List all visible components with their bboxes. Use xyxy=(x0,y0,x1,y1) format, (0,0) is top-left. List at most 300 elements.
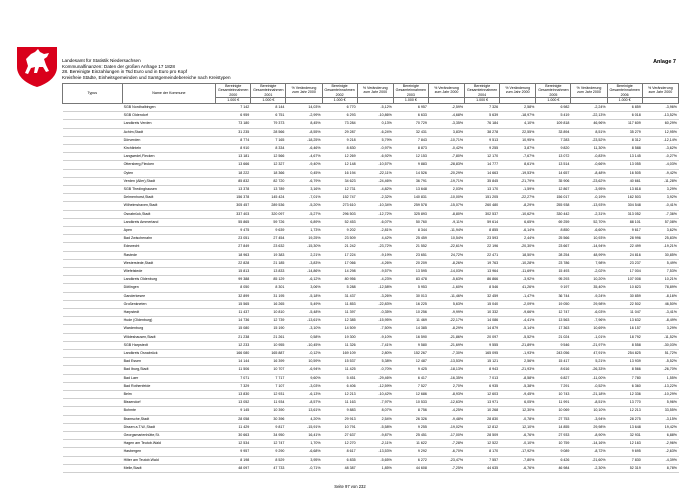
municipality-name-cell: Dötlingen xyxy=(122,284,216,292)
revenue-amount-cell: 17 363 xyxy=(536,325,571,333)
change-percent-cell: -2,11% xyxy=(357,440,393,448)
revenue-amount-cell: 14 657 xyxy=(536,169,571,177)
change-percent-cell: -6,03% xyxy=(571,308,607,316)
revenue-amount-cell: 11 991 xyxy=(536,399,571,407)
revenue-amount-cell: 31 195 xyxy=(251,292,286,300)
revenue-amount-cell: 7 557 xyxy=(465,456,500,464)
change-percent-cell: 3,06% xyxy=(286,284,322,292)
revenue-amount-cell: 10 823 xyxy=(607,284,642,292)
typus-cell xyxy=(63,226,123,234)
change-percent-cell: -22,11% xyxy=(357,169,393,177)
change-percent-cell: -5,38% xyxy=(500,382,536,390)
table-row xyxy=(63,112,679,120)
revenue-amount-cell: 15 080 xyxy=(216,325,251,333)
municipality-name-cell: Bad Iburg,Stadt xyxy=(122,366,216,374)
revenue-amount-cell: 7 283 xyxy=(536,136,571,144)
revenue-amount-cell: 32 459 xyxy=(465,292,500,300)
change-percent-cell: -8,48% xyxy=(571,169,607,177)
revenue-amount-cell: 15 190 xyxy=(251,325,286,333)
change-percent-cell: 5,21% xyxy=(571,358,607,366)
table-row xyxy=(63,103,679,111)
revenue-amount-cell: 6 859 xyxy=(607,103,642,111)
revenue-amount-cell: 10 533 xyxy=(393,399,428,407)
revenue-amount-cell: 7 013 xyxy=(465,374,500,382)
revenue-amount-cell: 15 121 xyxy=(465,358,500,366)
change-percent-cell: -5,20% xyxy=(286,202,322,210)
revenue-amount-cell: 21 261 xyxy=(251,333,286,341)
revenue-amount-cell: 10 069 xyxy=(536,407,571,415)
change-percent-cell: -29,46% xyxy=(357,374,393,382)
change-percent-cell: -19,53% xyxy=(500,169,536,177)
revenue-amount-cell: 14 144 xyxy=(216,358,251,366)
change-percent-cell: -12,72% xyxy=(357,210,393,218)
table-row xyxy=(63,226,679,234)
table-row xyxy=(63,382,679,390)
revenue-amount-cell: 302 537 xyxy=(465,210,500,218)
typus-cell xyxy=(63,194,123,202)
table-row xyxy=(63,284,679,292)
change-percent-cell: -0,12% xyxy=(286,349,322,357)
revenue-amount-cell: 28 996 xyxy=(607,235,642,243)
revenue-amount-cell: 25 451 xyxy=(393,432,428,440)
revenue-amount-cell: 6 982 xyxy=(536,103,571,111)
revenue-amount-cell: 8 301 xyxy=(251,284,286,292)
revenue-amount-cell: 29 913 xyxy=(322,415,357,423)
change-percent-cell: -22,17% xyxy=(428,317,464,325)
revenue-amount-cell: 12 566 xyxy=(251,153,286,161)
revenue-amount-cell: 11 326 xyxy=(322,341,357,349)
change-percent-cell: -17,00% xyxy=(428,432,464,440)
revenue-amount-cell: 7 326 xyxy=(465,103,500,111)
revenue-amount-cell: 26 326 xyxy=(393,415,428,423)
municipality-name-cell: SGB Oldendorf xyxy=(122,112,216,120)
revenue-amount-cell: 28 830 xyxy=(465,415,500,423)
change-percent-cell: -22,61% xyxy=(428,243,464,251)
change-percent-cell: 10,10% xyxy=(571,407,607,415)
table-row xyxy=(63,432,679,440)
change-percent-cell: -4,68% xyxy=(428,112,464,120)
revenue-amount-cell: 12 534 xyxy=(216,440,251,448)
revenue-amount-cell: 8 910 xyxy=(216,144,251,152)
revenue-amount-cell: 14 663 xyxy=(465,169,500,177)
revenue-amount-cell: 18 963 xyxy=(216,251,251,259)
change-percent-cell: -18,13% xyxy=(428,366,464,374)
unit-cell: 1.000 € xyxy=(465,97,500,103)
typus-cell xyxy=(63,120,123,128)
revenue-amount-cell: 73 284 xyxy=(322,120,357,128)
revenue-amount-cell: 12 603 xyxy=(465,391,500,399)
revenue-amount-cell: 6 293 xyxy=(322,112,357,120)
typus-cell xyxy=(63,440,123,448)
change-percent-cell: -3,94% xyxy=(571,415,607,423)
revenue-amount-cell: 330 442 xyxy=(536,210,571,218)
revenue-amount-cell: 7 717 xyxy=(251,374,286,382)
change-percent-cell: -3,10% xyxy=(286,325,322,333)
unit-cell: 1.000 € xyxy=(536,97,571,103)
revenue-amount-cell: 273 610 xyxy=(322,202,357,210)
revenue-amount-cell: 8 198 xyxy=(216,456,251,464)
change-percent-cell: -7,96% xyxy=(571,317,607,325)
revenue-amount-cell: 140 831 xyxy=(393,194,428,202)
revenue-amount-cell: 35 845 xyxy=(465,177,500,185)
revenue-amount-cell: 9 883 xyxy=(322,407,357,415)
change-percent-cell: -10,42% xyxy=(357,391,393,399)
revenue-amount-cell: 23 786 xyxy=(536,259,571,267)
revenue-amount-cell: 18 792 xyxy=(607,333,642,341)
authority-name: Landesamt für Statistik Niedersachsen xyxy=(62,58,141,63)
change-percent-cell: -8,26% xyxy=(428,259,464,267)
revenue-amount-cell: 12 213 xyxy=(607,407,642,415)
revenue-amount-cell: 6 417 xyxy=(393,374,428,382)
revenue-amount-cell: 14 879 xyxy=(465,325,500,333)
table-row xyxy=(63,407,679,415)
change-percent-cell: -20,29% xyxy=(428,169,464,177)
typus-cell xyxy=(63,423,123,431)
change-percent-cell: -6,13% xyxy=(286,391,322,399)
change-percent-cell: -2,96% xyxy=(642,440,678,448)
revenue-amount-cell: 12 812 xyxy=(465,423,500,431)
table-row xyxy=(63,317,679,325)
change-percent-cell: 10,54% xyxy=(428,235,464,243)
typus-cell xyxy=(63,325,123,333)
change-percent-cell: -23,72% xyxy=(357,243,393,251)
change-percent-cell: 47,91% xyxy=(571,349,607,357)
typus-cell xyxy=(63,448,123,456)
change-percent-cell: -2,99% xyxy=(286,112,322,120)
revenue-amount-cell: 17 004 xyxy=(607,267,642,275)
revenue-amount-cell: 156 378 xyxy=(216,194,251,202)
change-percent-cell: -11,28% xyxy=(642,177,678,185)
change-percent-cell: -13,52% xyxy=(642,112,678,120)
table-row xyxy=(63,243,679,251)
revenue-amount-cell: 13 632 xyxy=(607,317,642,325)
revenue-amount-cell: 9 255 xyxy=(393,423,428,431)
revenue-amount-cell: 10 955 xyxy=(251,341,286,349)
revenue-amount-cell: 13 818 xyxy=(607,185,642,193)
change-percent-cell: 1,85% xyxy=(357,464,393,472)
change-percent-cell: -9,10% xyxy=(357,333,393,341)
revenue-amount-cell: 46 984 xyxy=(536,464,571,472)
revenue-amount-cell: 16 225 xyxy=(393,300,428,308)
revenue-amount-cell: 7 329 xyxy=(216,382,251,390)
municipality-name-cell: Edewecht xyxy=(122,243,216,251)
change-percent-cell: -12,59% xyxy=(357,382,393,390)
revenue-amount-cell: 12 686 xyxy=(393,391,428,399)
change-percent-cell: -1,59% xyxy=(500,185,536,193)
revenue-amount-cell: 10 743 xyxy=(536,391,571,399)
change-percent-cell: 11,30% xyxy=(571,144,607,152)
change-percent-cell: -28,83% xyxy=(428,161,464,169)
change-percent-cell: -15,91% xyxy=(286,423,322,431)
revenue-amount-cell: 12 233 xyxy=(216,341,251,349)
revenue-amount-cell: 5 451 xyxy=(322,374,357,382)
change-percent-cell: -5,52% xyxy=(642,358,678,366)
table-row xyxy=(63,185,679,193)
change-percent-cell: -0,41% xyxy=(642,202,678,210)
change-percent-cell: -12,63% xyxy=(428,399,464,407)
change-percent-cell: -3,96% xyxy=(642,103,678,111)
revenue-amount-cell: 29 287 xyxy=(322,128,357,136)
revenue-amount-cell: 12 148 xyxy=(322,161,357,169)
typus-cell xyxy=(63,276,123,284)
col-change-2003: % Veränderung zum Jahr 2000 xyxy=(428,84,464,98)
table-row xyxy=(63,464,679,472)
change-percent-cell: -8,58% xyxy=(500,374,536,382)
revenue-amount-cell: 11 429 xyxy=(216,423,251,431)
change-percent-cell: 2,56% xyxy=(500,358,536,366)
typus-cell xyxy=(63,235,123,243)
change-percent-cell: -21,97% xyxy=(571,341,607,349)
change-percent-cell: -6,46% xyxy=(286,144,322,152)
revenue-amount-cell: 12 269 xyxy=(322,153,357,161)
revenue-amount-cell: 166 080 xyxy=(216,349,251,357)
revenue-amount-cell: 15 040 xyxy=(465,300,500,308)
municipality-name-cell: SGB Nordhalbingen xyxy=(122,103,216,111)
revenue-amount-cell: 55 865 xyxy=(216,218,251,226)
change-percent-cell: 10,21% xyxy=(642,276,678,284)
revenue-amount-cell: 22 196 xyxy=(465,243,500,251)
revenue-amount-cell: 169 109 xyxy=(322,349,357,357)
revenue-amount-cell: 8 616 xyxy=(536,366,571,374)
change-percent-cell: -9,57% xyxy=(357,267,393,275)
municipality-name-cell: Harpstedt xyxy=(122,308,216,316)
table-row xyxy=(63,276,679,284)
revenue-amount-cell: 12 170 xyxy=(465,153,500,161)
table-row xyxy=(63,235,679,243)
municipality-name-cell: Wardenburg xyxy=(122,325,216,333)
change-percent-cell: -30,03% xyxy=(642,341,678,349)
change-percent-cell: -22,13% xyxy=(571,112,607,120)
typus-cell xyxy=(63,144,123,152)
revenue-amount-cell: 9 580 xyxy=(393,341,428,349)
revenue-amount-cell: 255 938 xyxy=(536,202,571,210)
revenue-amount-cell: 12 731 xyxy=(322,185,357,193)
municipality-name-cell: Landkreis Ammerland xyxy=(122,218,216,226)
revenue-amount-cell: 7 780 xyxy=(607,374,642,382)
revenue-amount-cell: 165 887 xyxy=(251,349,286,357)
revenue-amount-cell: 25 459 xyxy=(393,235,428,243)
revenue-amount-cell: 13 181 xyxy=(216,153,251,161)
revenue-amount-cell: 30 859 xyxy=(607,292,642,300)
change-percent-cell: 2,44% xyxy=(500,235,536,243)
revenue-amount-cell: 13 563 xyxy=(536,317,571,325)
revenue-amount-cell: 6 360 xyxy=(607,382,642,390)
table-row xyxy=(63,374,679,382)
unit-cell: 1.000 € xyxy=(393,97,428,103)
change-percent-cell: -7,50% xyxy=(357,325,393,333)
revenue-amount-cell: 337 403 xyxy=(216,210,251,218)
revenue-amount-cell: 6 751 xyxy=(251,112,286,120)
col-change-2005: % Veränderung zum Jahr 2000 xyxy=(571,84,607,98)
revenue-amount-cell: 14 086 xyxy=(465,317,500,325)
revenue-amount-cell: 13 648 xyxy=(607,423,642,431)
revenue-amount-cell: 11 506 xyxy=(216,366,251,374)
change-percent-cell: -11,52% xyxy=(642,333,678,341)
revenue-amount-cell: 83 478 xyxy=(393,276,428,284)
revenue-amount-cell: 30 013 xyxy=(393,292,428,300)
col-amount-2000: Bereinigte Gesamteinnahmen 2000 xyxy=(216,84,251,98)
revenue-amount-cell: 12 327 xyxy=(251,161,286,169)
municipality-name-cell: Bohmte xyxy=(122,407,216,415)
table-row xyxy=(63,349,679,357)
revenue-amount-cell: 36 791 xyxy=(393,177,428,185)
change-percent-cell: -10,62% xyxy=(500,210,536,218)
municipality-name-cell: Osnabrück,Stadt xyxy=(122,210,216,218)
revenue-amount-cell: 44 635 xyxy=(465,464,500,472)
revenue-amount-cell: 15 565 xyxy=(216,300,251,308)
unit-cell: 1.000 € xyxy=(216,97,251,103)
typus-cell xyxy=(63,374,123,382)
change-percent-cell: -6,79% xyxy=(286,177,322,185)
change-percent-cell: 3,29% xyxy=(642,185,678,193)
revenue-amount-cell: 8 050 xyxy=(216,284,251,292)
municipality-name-cell: Westerstede,Stadt xyxy=(122,259,216,267)
table-row xyxy=(63,440,679,448)
change-percent-cell: -1,60% xyxy=(428,284,464,292)
revenue-amount-cell: 16 505 xyxy=(607,169,642,177)
municipality-name-cell: Hilter am Teutob.Wald xyxy=(122,456,216,464)
revenue-amount-cell: 28 275 xyxy=(607,415,642,423)
change-percent-cell: -18,97% xyxy=(500,112,536,120)
revenue-amount-cell: 7 142 xyxy=(216,103,251,111)
change-percent-cell: -8,16% xyxy=(642,292,678,300)
municipality-name-cell: Georgsmarienhütte,St. xyxy=(122,432,216,440)
revenue-amount-cell: 79 373 xyxy=(251,120,286,128)
revenue-amount-cell: 12 163 xyxy=(607,440,642,448)
revenue-amount-cell: 21 238 xyxy=(216,333,251,341)
revenue-amount-cell: 12 336 xyxy=(607,391,642,399)
revenue-amount-cell: 9 546 xyxy=(536,341,571,349)
change-percent-cell: 48,99% xyxy=(571,251,607,259)
report-subtitle: Kommunalfinanzen: Daten der großen Anfrage 17 1828 xyxy=(62,63,175,69)
revenue-amount-cell: 9 883 xyxy=(393,161,428,169)
revenue-amount-cell: 85 129 xyxy=(251,276,286,284)
change-percent-cell: 3,83% xyxy=(428,128,464,136)
unit-cell: 1.000 € xyxy=(322,97,357,103)
typus-cell xyxy=(63,169,123,177)
change-percent-cell: -9,87% xyxy=(357,432,393,440)
change-percent-cell: 1,55% xyxy=(642,374,678,382)
change-percent-cell: -6,70% xyxy=(428,448,464,456)
revenue-amount-cell: 14 526 xyxy=(393,169,428,177)
change-percent-cell: -11,69% xyxy=(500,267,536,275)
revenue-amount-cell: 85 832 xyxy=(216,177,251,185)
change-percent-cell: 8,61% xyxy=(500,161,536,169)
change-percent-cell: -7,25% xyxy=(428,464,464,472)
municipality-name-cell: Hude (Oldenburg) xyxy=(122,317,216,325)
change-percent-cell: 10,93% xyxy=(571,235,607,243)
revenue-table xyxy=(62,83,679,473)
change-percent-cell: 19,42% xyxy=(642,423,678,431)
revenue-amount-cell: 40 661 xyxy=(607,177,642,185)
revenue-amount-cell: 15 537 xyxy=(322,358,357,366)
change-percent-cell: -2,63% xyxy=(642,448,678,456)
change-percent-cell: 4,42% xyxy=(357,235,393,243)
change-percent-cell: 25,83% xyxy=(642,235,678,243)
change-percent-cell: 8,78% xyxy=(642,464,678,472)
table-row xyxy=(63,251,679,259)
revenue-amount-cell: 21 185 xyxy=(251,259,286,267)
table-row xyxy=(63,399,679,407)
revenue-amount-cell: 13 830 xyxy=(216,391,251,399)
typus-cell xyxy=(63,308,123,316)
change-percent-cell: -3,62% xyxy=(642,144,678,152)
revenue-amount-cell: 34 623 xyxy=(322,177,357,185)
revenue-amount-cell: 8 334 xyxy=(251,144,286,152)
change-percent-cell: -5,65% xyxy=(357,456,393,464)
change-percent-cell: -3,03% xyxy=(286,382,322,390)
typus-cell xyxy=(63,456,123,464)
revenue-amount-cell: 20 097 xyxy=(465,333,500,341)
revenue-amount-cell: 16 590 xyxy=(393,333,428,341)
municipality-name-cell: Bad Zwischenahn xyxy=(122,235,216,243)
typus-cell xyxy=(63,202,123,210)
change-percent-cell: -10,29% xyxy=(642,391,678,399)
municipality-name-cell: Ganderkesee xyxy=(122,292,216,300)
revenue-amount-cell: 9 820 xyxy=(536,144,571,152)
typus-cell xyxy=(63,292,123,300)
revenue-amount-cell: 30 663 xyxy=(216,432,251,440)
table-row xyxy=(63,128,679,136)
revenue-amount-cell: 19 050 xyxy=(536,300,571,308)
revenue-amount-cell: 22 828 xyxy=(216,259,251,267)
table-row xyxy=(63,333,679,341)
revenue-amount-cell: 13 170 xyxy=(465,185,500,193)
revenue-amount-cell: 27 637 xyxy=(322,432,357,440)
change-percent-cell: -0,19% xyxy=(571,194,607,202)
change-percent-cell: -9,24% xyxy=(571,292,607,300)
change-percent-cell: -11,46% xyxy=(428,292,464,300)
revenue-amount-cell: 13 971 xyxy=(465,399,500,407)
change-percent-cell: -8,90% xyxy=(571,432,607,440)
change-percent-cell: -7,30% xyxy=(428,349,464,357)
change-percent-cell: 29,98% xyxy=(571,300,607,308)
revenue-amount-cell: 7 107 xyxy=(251,382,286,390)
change-percent-cell: 9,60% xyxy=(286,374,322,382)
revenue-amount-cell: 5 288 xyxy=(322,284,357,292)
revenue-amount-cell: 27 849 xyxy=(216,243,251,251)
revenue-amount-cell: 11 047 xyxy=(607,308,642,316)
table-row xyxy=(63,448,679,456)
change-percent-cell: 3,62% xyxy=(642,226,678,234)
revenue-amount-cell: 52 319 xyxy=(607,464,642,472)
revenue-amount-cell: 10 791 xyxy=(322,423,357,431)
revenue-amount-cell: 7 830 xyxy=(607,456,642,464)
revenue-amount-cell: 145 424 xyxy=(251,194,286,202)
revenue-amount-cell: 8 756 xyxy=(393,407,428,415)
revenue-amount-cell: 8 774 xyxy=(216,136,251,144)
change-percent-cell: 6,65% xyxy=(500,218,536,226)
change-percent-cell: -21,89% xyxy=(500,341,536,349)
change-percent-cell: -6,68% xyxy=(286,448,322,456)
change-percent-cell: -23,62% xyxy=(571,177,607,185)
change-percent-cell: -0,70% xyxy=(357,366,393,374)
change-percent-cell: -9,11% xyxy=(428,218,464,226)
table-body xyxy=(63,103,679,472)
col-change-2001: % Veränderung zum Jahr 2000 xyxy=(286,84,322,98)
revenue-amount-cell: 5 639 xyxy=(465,112,500,120)
revenue-amount-cell: 6 959 xyxy=(216,112,251,120)
change-percent-cell: -11,94% xyxy=(428,226,464,234)
col-typus: Typus xyxy=(63,84,123,104)
revenue-amount-cell: 21 242 xyxy=(322,243,357,251)
revenue-amount-cell: 9 290 xyxy=(251,448,286,456)
revenue-amount-cell: 13 789 xyxy=(251,185,286,193)
typus-cell xyxy=(63,136,123,144)
revenue-amount-cell: 13 648 xyxy=(393,185,428,193)
change-percent-cell: -12,14% xyxy=(642,136,678,144)
revenue-amount-cell: 10 268 xyxy=(465,407,500,415)
